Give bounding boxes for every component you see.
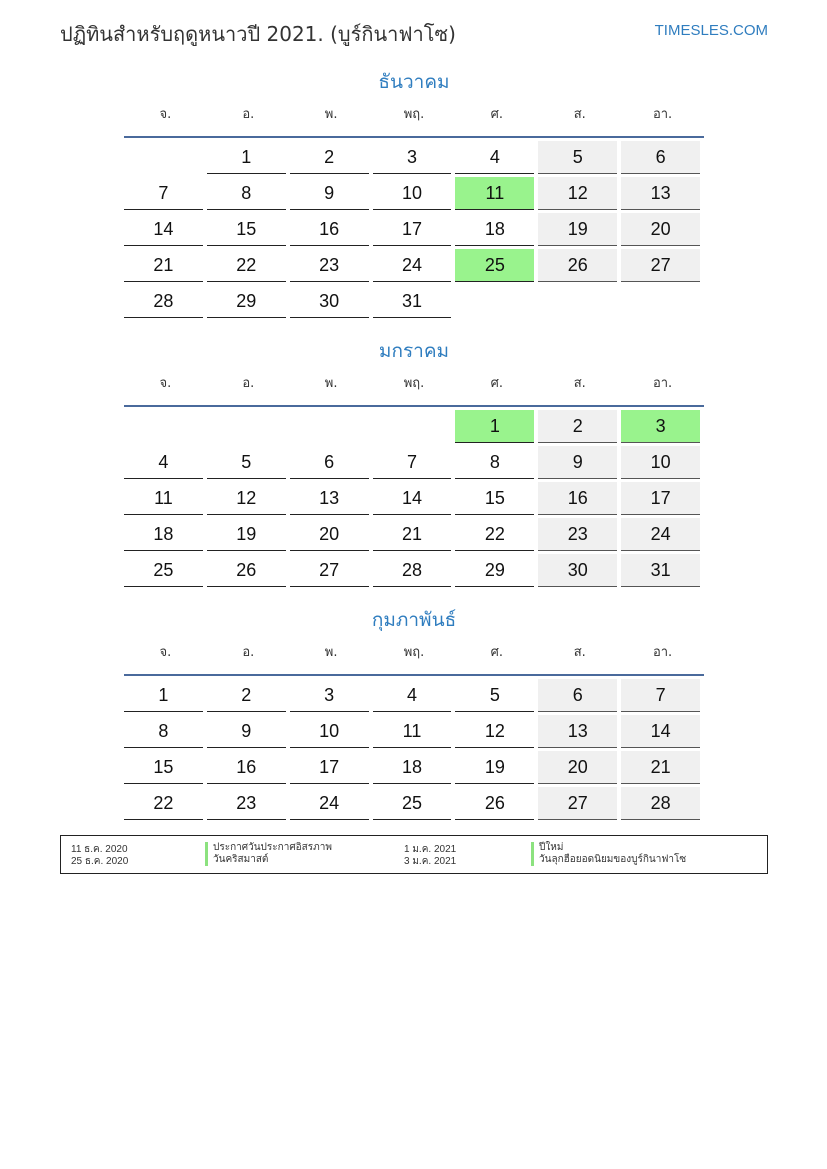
day-number: 28 [373, 554, 452, 587]
day-number: 3 [373, 141, 452, 174]
weekday-label: พ. [324, 645, 338, 660]
day-cell [373, 784, 456, 820]
day-number: 12 [207, 482, 286, 515]
day-cell [207, 210, 290, 246]
day-cell [207, 246, 290, 282]
day-cell [621, 174, 704, 210]
day-cell [455, 174, 538, 210]
day-cell [290, 210, 373, 246]
empty-day-cell [455, 282, 538, 318]
day-number: 25 [455, 249, 534, 282]
day-number: 20 [290, 518, 369, 551]
empty-day-cell [124, 407, 207, 443]
day-number: 30 [290, 285, 369, 318]
day-cell [621, 246, 704, 282]
day-number: 19 [538, 213, 617, 246]
legend-holiday-name: วันคริสมาสต์ [205, 854, 268, 866]
day-number: 10 [621, 446, 700, 479]
day-cell [373, 246, 456, 282]
empty-day-cell [124, 138, 207, 174]
day-cell [621, 443, 704, 479]
day-number: 16 [290, 213, 369, 246]
day-cell [290, 515, 373, 551]
day-cell [538, 676, 621, 712]
day-cell [290, 443, 373, 479]
day-cell [373, 748, 456, 784]
week-row [124, 479, 704, 515]
weekday-header [124, 638, 704, 668]
week-row [124, 407, 704, 443]
weekday-label: พฤ. [403, 645, 425, 660]
weekday-label: ศ. [490, 107, 504, 122]
day-cell [207, 174, 290, 210]
day-number: 2 [538, 410, 617, 443]
day-cell [124, 282, 207, 318]
day-number: 18 [373, 751, 452, 784]
day-cell [373, 138, 456, 174]
day-cell [290, 246, 373, 282]
week-row [124, 282, 704, 318]
day-number: 4 [373, 679, 452, 712]
weekday-header [124, 369, 704, 399]
day-number: 8 [124, 715, 203, 748]
day-number: 1 [455, 410, 534, 443]
day-cell [124, 210, 207, 246]
week-row [124, 676, 704, 712]
day-cell [538, 479, 621, 515]
weekday-label: อ. [242, 376, 255, 391]
day-cell [207, 676, 290, 712]
day-cell [621, 748, 704, 784]
week-row [124, 174, 704, 210]
day-cell [455, 407, 538, 443]
day-number: 17 [373, 213, 452, 246]
day-number: 11 [373, 715, 452, 748]
weekday-label: อา. [652, 645, 673, 660]
day-cell [621, 407, 704, 443]
legend-holiday-name: วันลุกฮือยอดนิยมของบูร์กินาฟาโซ [531, 854, 686, 866]
day-number: 3 [290, 679, 369, 712]
day-number: 15 [455, 482, 534, 515]
weekday-label: ส. [573, 376, 586, 391]
empty-day-cell [290, 407, 373, 443]
day-cell [538, 551, 621, 587]
month-calendar [124, 337, 704, 587]
day-cell [538, 246, 621, 282]
day-number: 26 [538, 249, 617, 282]
day-number: 24 [373, 249, 452, 282]
day-number: 4 [455, 141, 534, 174]
day-number: 6 [290, 446, 369, 479]
day-cell [455, 515, 538, 551]
day-cell [207, 443, 290, 479]
day-cell [373, 174, 456, 210]
day-number: 8 [207, 177, 286, 210]
day-number [290, 410, 369, 443]
weekday-label: พฤ. [403, 107, 425, 122]
day-number: 7 [373, 446, 452, 479]
day-cell [290, 282, 373, 318]
day-number: 27 [290, 554, 369, 587]
day-number: 30 [538, 554, 617, 587]
day-number: 1 [207, 141, 286, 174]
weekday-label: อา. [652, 107, 673, 122]
day-number: 26 [455, 787, 534, 820]
weekday-label: พฤ. [403, 376, 425, 391]
weekday-label: จ. [159, 645, 172, 660]
day-number: 17 [621, 482, 700, 515]
day-number: 16 [207, 751, 286, 784]
day-cell [538, 174, 621, 210]
day-number: 4 [124, 446, 203, 479]
day-cell [373, 210, 456, 246]
day-number: 10 [290, 715, 369, 748]
day-number: 20 [621, 213, 700, 246]
weekday-header [124, 100, 704, 130]
day-number: 7 [124, 177, 203, 210]
day-cell [290, 676, 373, 712]
day-cell [455, 246, 538, 282]
day-number: 23 [207, 787, 286, 820]
day-cell [455, 712, 538, 748]
day-number: 5 [207, 446, 286, 479]
empty-day-cell [207, 407, 290, 443]
day-cell [621, 210, 704, 246]
day-number: 19 [207, 518, 286, 551]
day-cell [207, 282, 290, 318]
week-row [124, 246, 704, 282]
weekday-label: ศ. [490, 645, 504, 660]
day-cell [124, 479, 207, 515]
day-cell [207, 784, 290, 820]
month-title: มกราคม [378, 340, 450, 362]
day-number: 24 [290, 787, 369, 820]
day-cell [621, 479, 704, 515]
day-number: 14 [124, 213, 203, 246]
day-cell [124, 246, 207, 282]
day-number: 22 [207, 249, 286, 282]
day-cell [290, 138, 373, 174]
day-number: 5 [455, 679, 534, 712]
day-cell [207, 712, 290, 748]
day-cell [455, 210, 538, 246]
legend-date: 25 ธ.ค. 2020 [71, 856, 129, 867]
day-cell [373, 479, 456, 515]
month-calendar [124, 606, 704, 820]
day-cell [290, 174, 373, 210]
day-number: 19 [455, 751, 534, 784]
day-number: 14 [373, 482, 452, 515]
day-cell [373, 712, 456, 748]
day-cell [538, 784, 621, 820]
day-number [124, 141, 203, 174]
weekday-label: พ. [324, 376, 338, 391]
day-cell [124, 515, 207, 551]
day-cell [207, 515, 290, 551]
week-row [124, 210, 704, 246]
week-row [124, 784, 704, 820]
day-cell [455, 784, 538, 820]
day-number: 11 [455, 177, 534, 210]
day-number: 15 [207, 213, 286, 246]
day-cell [124, 748, 207, 784]
day-cell [373, 676, 456, 712]
empty-day-cell [538, 282, 621, 318]
weekday-label: พ. [324, 107, 338, 122]
day-number: 13 [290, 482, 369, 515]
day-cell [621, 138, 704, 174]
weekday-label: อ. [242, 107, 255, 122]
month-title: ธันวาคม [378, 71, 450, 93]
week-row [124, 138, 704, 174]
day-number: 27 [621, 249, 700, 282]
legend-holiday-name: ปีใหม่ [531, 842, 563, 854]
legend-date: 3 ม.ค. 2021 [404, 856, 457, 867]
day-number: 21 [621, 751, 700, 784]
week-row [124, 515, 704, 551]
day-number: 14 [621, 715, 700, 748]
day-cell [124, 443, 207, 479]
day-number: 24 [621, 518, 700, 551]
day-number: 3 [621, 410, 700, 443]
day-cell [455, 479, 538, 515]
weekday-label: จ. [159, 376, 172, 391]
day-cell [538, 138, 621, 174]
day-cell [290, 551, 373, 587]
day-number: 15 [124, 751, 203, 784]
weekday-label: จ. [159, 107, 172, 122]
day-number: 9 [538, 446, 617, 479]
day-cell [621, 515, 704, 551]
day-number: 23 [538, 518, 617, 551]
day-cell [538, 407, 621, 443]
day-cell [124, 676, 207, 712]
day-cell [373, 515, 456, 551]
day-number: 16 [538, 482, 617, 515]
day-number: 7 [621, 679, 700, 712]
day-cell [538, 712, 621, 748]
day-cell [207, 479, 290, 515]
empty-day-cell [373, 407, 456, 443]
day-cell [455, 443, 538, 479]
weekday-label: อ. [242, 645, 255, 660]
page-title: ปฏิทินสำหรับฤดูหนาวปี 2021. (บูร์กินาฟาโซ) [60, 22, 456, 46]
day-number: 12 [538, 177, 617, 210]
weekday-label: ส. [573, 107, 586, 122]
legend-date: 11 ธ.ค. 2020 [71, 844, 128, 855]
day-number: 8 [455, 446, 534, 479]
day-number: 13 [621, 177, 700, 210]
day-cell [621, 551, 704, 587]
day-cell [124, 712, 207, 748]
day-number [621, 285, 700, 318]
day-cell [373, 551, 456, 587]
legend-row [61, 854, 767, 867]
week-row [124, 443, 704, 479]
legend-holiday-name: ประกาศวันประกาศอิสรภาพ [205, 842, 332, 854]
site-link[interactable]: TIMESLES.COM [654, 22, 768, 39]
day-number: 2 [290, 141, 369, 174]
day-number: 17 [290, 751, 369, 784]
day-cell [290, 784, 373, 820]
day-cell [290, 479, 373, 515]
legend-date: 1 ม.ค. 2021 [404, 844, 457, 855]
day-number: 31 [373, 285, 452, 318]
day-number [538, 285, 617, 318]
day-number: 29 [455, 554, 534, 587]
day-number: 6 [621, 141, 700, 174]
day-number: 28 [124, 285, 203, 318]
day-number: 25 [373, 787, 452, 820]
day-cell [124, 551, 207, 587]
day-number: 10 [373, 177, 452, 210]
day-number: 9 [207, 715, 286, 748]
day-cell [207, 551, 290, 587]
holiday-legend [60, 835, 768, 874]
day-cell [207, 748, 290, 784]
day-number [207, 410, 286, 443]
day-number: 26 [207, 554, 286, 587]
day-number: 20 [538, 751, 617, 784]
day-number: 22 [455, 518, 534, 551]
day-number [124, 410, 203, 443]
day-number: 5 [538, 141, 617, 174]
day-cell [373, 443, 456, 479]
week-row [124, 551, 704, 587]
day-number: 13 [538, 715, 617, 748]
day-number: 9 [290, 177, 369, 210]
day-cell [373, 282, 456, 318]
day-cell [538, 443, 621, 479]
day-cell [621, 784, 704, 820]
day-number: 1 [124, 679, 203, 712]
day-number: 18 [455, 213, 534, 246]
day-number: 31 [621, 554, 700, 587]
empty-day-cell [621, 282, 704, 318]
day-number: 29 [207, 285, 286, 318]
week-row [124, 712, 704, 748]
weekday-label: อา. [652, 376, 673, 391]
weekday-label: ศ. [490, 376, 504, 391]
day-cell [124, 174, 207, 210]
day-number: 23 [290, 249, 369, 282]
day-number: 21 [373, 518, 452, 551]
weekday-label: ส. [573, 645, 586, 660]
day-cell [538, 210, 621, 246]
day-number: 25 [124, 554, 203, 587]
day-cell [455, 138, 538, 174]
day-cell [455, 748, 538, 784]
day-cell [538, 515, 621, 551]
day-number: 21 [124, 249, 203, 282]
week-row [124, 748, 704, 784]
day-cell [207, 138, 290, 174]
month-calendar [124, 68, 704, 318]
day-number: 27 [538, 787, 617, 820]
day-cell [290, 712, 373, 748]
day-number: 28 [621, 787, 700, 820]
day-cell [455, 551, 538, 587]
day-number: 22 [124, 787, 203, 820]
day-cell [455, 676, 538, 712]
day-cell [621, 712, 704, 748]
day-number: 18 [124, 518, 203, 551]
day-number [373, 410, 452, 443]
month-title: กุมภาพันธ์ [371, 609, 457, 631]
day-cell [621, 676, 704, 712]
day-cell [290, 748, 373, 784]
day-number: 11 [124, 482, 203, 515]
day-number: 12 [455, 715, 534, 748]
day-number: 6 [538, 679, 617, 712]
day-cell [538, 748, 621, 784]
day-cell [124, 784, 207, 820]
day-number: 2 [207, 679, 286, 712]
day-number [455, 285, 534, 318]
